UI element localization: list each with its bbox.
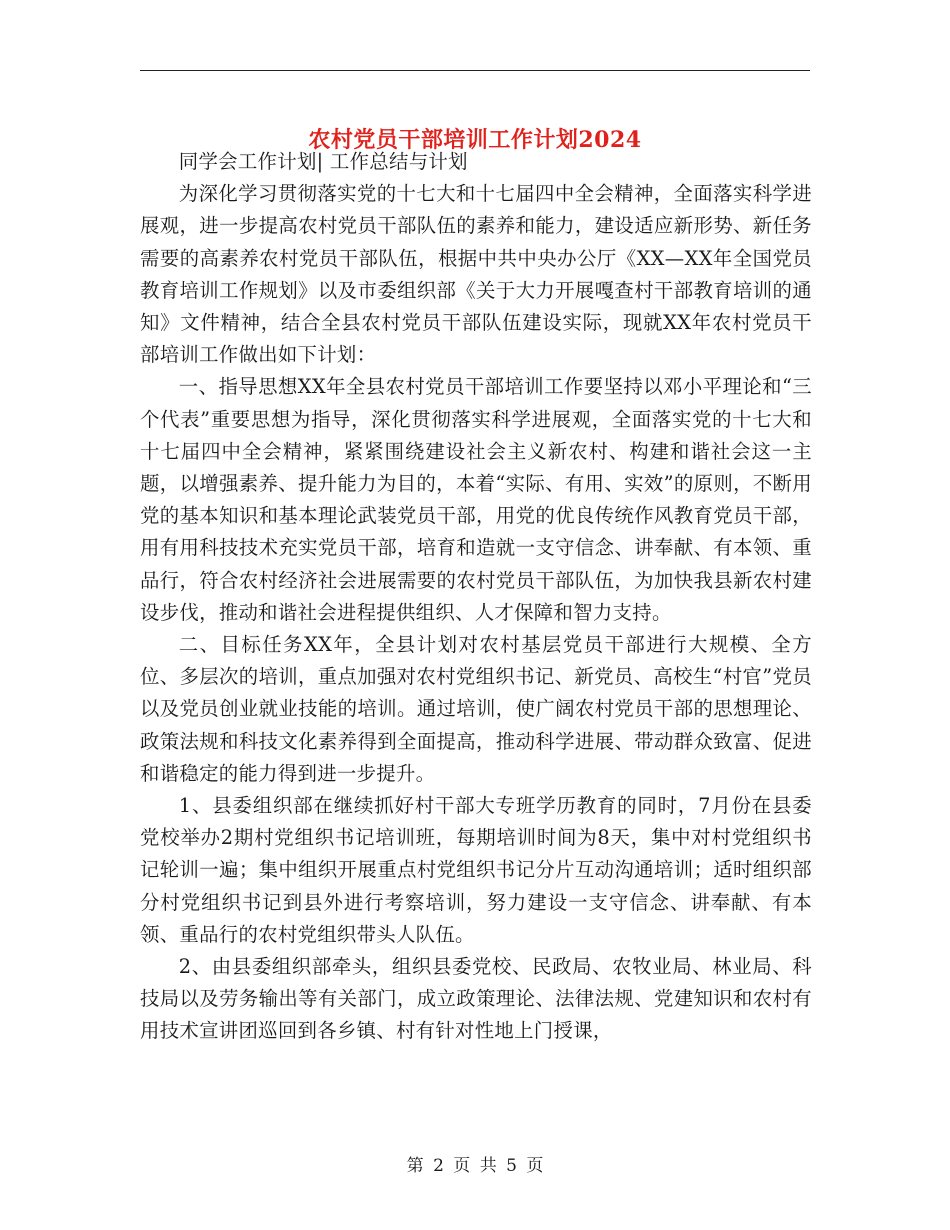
header-rule xyxy=(140,70,810,71)
body-paragraph: 为深化学习贯彻落实党的十七大和十七届四中全会精神，全面落实科学进展观，进一步提高农村党员干部队伍的素养和能力，建设适应新形势、新任务需要的高素养农村党员干部队伍，根据中共中央办公厅《XX—XX年全国党员教育培训工作规划》以及市委组织部《关于大力开展嘎查村干部教育培训的通知》文件精神，结合全县农村党员干部队伍建设实际，现就XX年农村党员干部培训工作做出如下计划： xyxy=(140,182,812,367)
body-paragraph: 1、县委组织部在继续抓好村干部大专班学历教育的同时，7月份在县委党校举办2期村党组织书记培训班，每期培训时间为8天，集中对村党组织书记轮训一遍；集中组织开展重点村党组织书记分片互动沟通培训；适时组织部分村党组织书记到县外进行考察培训，努力建设一支守信念、讲奉献、有本领、重品行的农村党组织带头人队伍。 xyxy=(140,794,812,946)
body-paragraph: 一、指导思想XX年全县农村党员干部培训工作要坚持以邓小平理论和“三个代表”重要思想为指导，深化贯彻落实科学进展观，全面落实党的十七大和十七届四中全会精神，紧紧围绕建设社会主义新农村、构建和谐社会这一主题，以增强素养、提升能力为目的，本着“实际、有用、实效”的原则，不断用党的基本知识和基本理论武装党员干部，用党的优良传统作风教育党员干部，用有用科技技术充实党员干部，培育和造就一支守信念、讲奉献、有本领、重品行，符合农村经济社会进展需要的农村党员干部队伍，为加快我县新农村建设步伐，推动和谐社会进程提供组织、人才保障和智力支持。 xyxy=(140,375,812,624)
subheading-paragraph: 同学会工作计划| 工作总结与计划 xyxy=(178,150,468,173)
document-body xyxy=(140,146,812,1048)
page-number: 第 2 页 共 5 页 xyxy=(406,1156,544,1176)
body-paragraph: 二、目标任务XX年，全县计划对农村基层党员干部进行大规模、全方位、多层次的培训，重点加强对农村党组织书记、新党员、高校生“村官”党员以及党员创业就业技能的培训。通过培训，使广阔农村党员干部的思想理论、政策法规和科技文化素养得到全面提高，推动科学进展、带动群众致富、促进和谐稳定的能力得到进一步提升。 xyxy=(140,633,812,785)
body-paragraph: 2、由县委组织部牵头，组织县委党校、民政局、农牧业局、林业局、科技局以及劳务输出等有关部门，成立政策理论、法律法规、党建知识和农村有用技术宣讲团巡回到各乡镇、村有针对性地上门授课， xyxy=(140,955,812,1043)
document-title: 农村党员干部培训工作计划2024 xyxy=(308,126,642,153)
